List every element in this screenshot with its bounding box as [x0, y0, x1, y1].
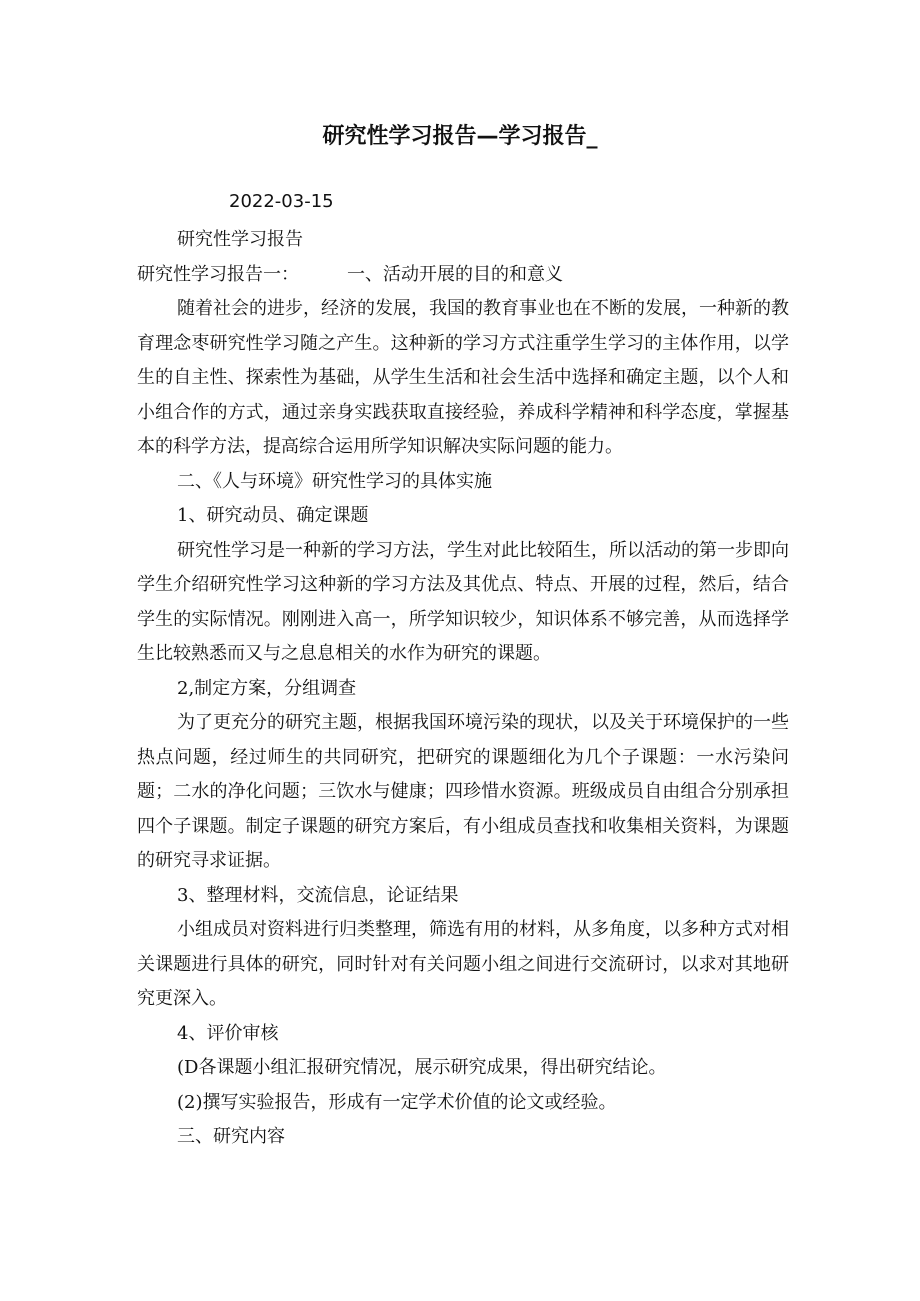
- paragraph-2: 研究性学习是一种新的学习方法，学生对此比较陌生，所以活动的第一步即向学生介绍研究性学习这种新的学习方法及其优点、特点、开展的过程，然后，结合学生的实际情况。刚刚进入高一，所学知识较少，知识体系不够完善，从而选择学生比较熟悉而又与之息息相关的水作为研究的课题。: [137, 539, 789, 664]
- subsection-4-heading: 4、评价审核: [177, 1022, 279, 1044]
- paragraph-4: 小组成员对资料进行归类整理，筛选有用的材料，从多角度，以多种方式对相关课题进行具体的研究，同时针对有关问题小组之间进行交流研讨，以求对其地研究更深入。: [137, 919, 789, 1009]
- section-1-line: [137, 258, 789, 293]
- subsection-3-heading: 3、整理材料，交流信息，论证结果: [177, 884, 459, 906]
- list-item-2: (2)撰写实验报告，形成有一定学术价值的论文或经验。: [177, 1091, 617, 1113]
- section-1-prefix: 研究性学习报告一：: [137, 263, 299, 285]
- document-body: [137, 223, 789, 1155]
- document-date: 2022-03-15: [229, 191, 334, 212]
- subsection-1-heading: 1、研究动员、确定课题: [177, 505, 369, 526]
- subsection-2-heading: 2,制定方案，分组调查: [177, 677, 357, 699]
- list-item-1: (D各课题小组汇报研究情况，展示研究成果，得出研究结论。: [177, 1057, 667, 1078]
- section-3-heading: 三、研究内容: [177, 1126, 285, 1147]
- report-subtitle: 研究性学习报告: [177, 229, 303, 250]
- document-title: 研究性学习报告—学习报告_: [322, 124, 598, 149]
- section-1-heading: 一、活动开展的目的和意义: [347, 263, 563, 285]
- section-2-heading: 二、《人与环境》研究性学习的具体实施: [177, 470, 492, 492]
- paragraph-1: 随着社会的进步，经济的发展，我国的教育事业也在不断的发展，一种新的教育理念枣研究性学习随之产生。这种新的学习方式注重学生学习的主体作用，以学生的自主性、探索性为基础，从学生生活和社会生活中选择和确定主题，以个人和小组合作的方式，通过亲身实践获取直接经验，养成科学精神和科学态度，掌握基本的科学方法，提高综合运用所学知识解决实际问题的能力。: [137, 298, 789, 457]
- paragraph-3: 为了更充分的研究主题，根据我国环境污染的现状，以及关于环境保护的一些热点问题，经过师生的共同研究，把研究的课题细化为几个子课题：一水污染问题；二水的净化问题；三饮水与健康；四珍惜水资源。班级成员自由组合分别承担四个子课题。制定子课题的研究方案后，有小组成员查找和收集相关资料，为课题的研究寻求证据。: [137, 712, 789, 871]
